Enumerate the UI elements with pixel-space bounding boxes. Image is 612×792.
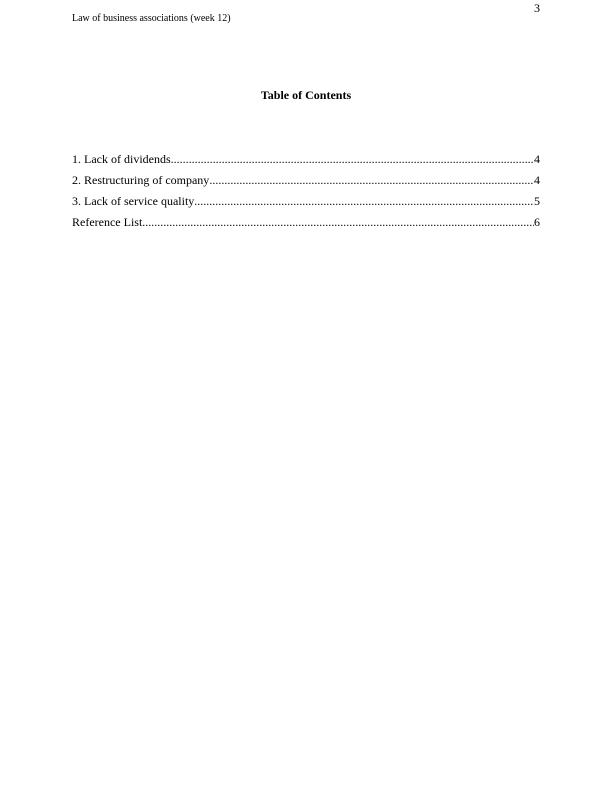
toc-entry-label: Reference List [72, 215, 143, 229]
toc-list [72, 152, 540, 236]
toc-entry-page: 6 [534, 215, 540, 229]
toc-entry-page: 4 [534, 173, 540, 187]
toc-entry-label: 2. Restructuring of company [72, 173, 210, 187]
toc-entry-lack-of-dividends[interactable] [72, 152, 540, 167]
toc-entry-page: 5 [534, 194, 540, 208]
toc-dot-leader [171, 152, 534, 167]
toc-dot-leader [209, 173, 534, 188]
toc-title: Table of Contents [260, 88, 352, 102]
toc-entry-page: 4 [534, 152, 540, 166]
running-head: Law of business associations (week 12) [72, 13, 231, 24]
toc-dot-leader [142, 215, 534, 230]
toc-entry-restructuring-of-company[interactable] [72, 173, 540, 188]
toc-entry-label: 3. Lack of service quality [72, 194, 195, 208]
toc-entry-reference-list[interactable] [72, 215, 540, 230]
toc-entry-label: 1. Lack of dividends [72, 152, 171, 166]
page-number: 3 [534, 1, 540, 15]
toc-dot-leader [194, 194, 534, 209]
toc-entry-lack-of-service-quality[interactable] [72, 194, 540, 209]
